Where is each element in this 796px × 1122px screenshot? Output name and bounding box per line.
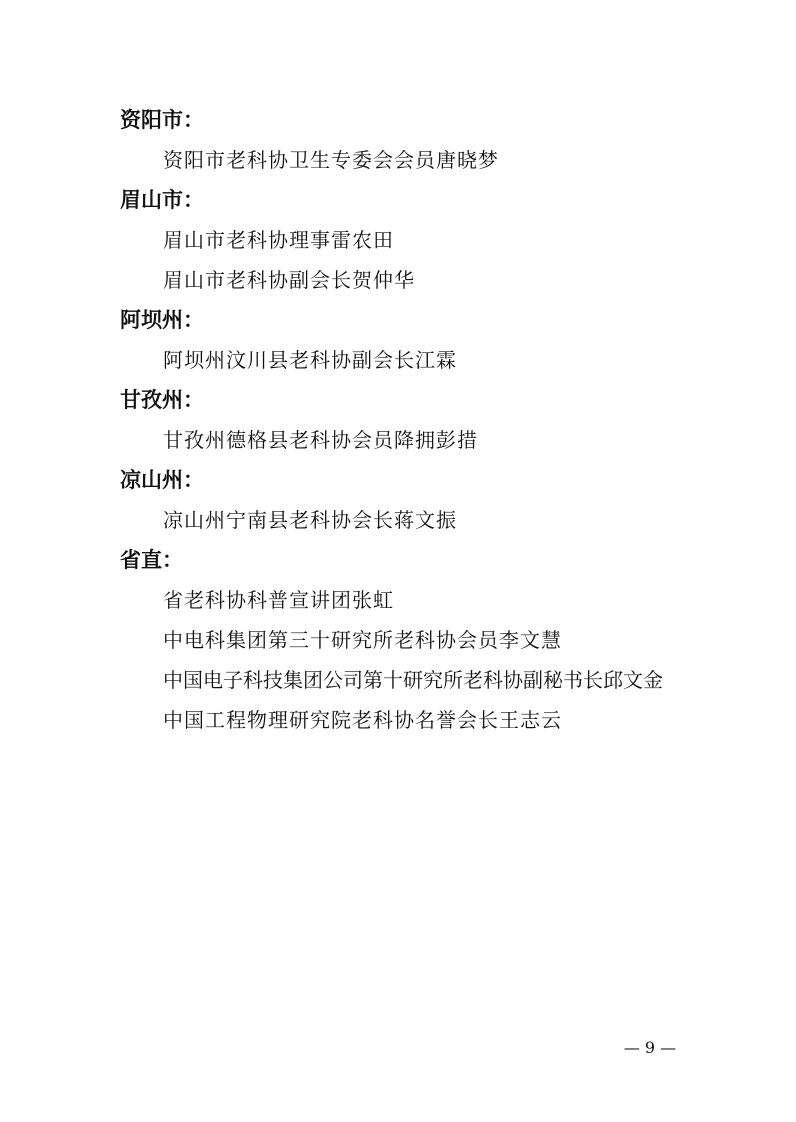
- section-title: 凉山州：: [120, 468, 204, 492]
- list-item: 中国工程物理研究院老科协名誉会长王志云: [163, 708, 562, 732]
- list-item: 阿坝州汶川县老科协副会长江霖: [163, 348, 457, 372]
- list-item: 凉山州宁南县老科协会长蒋文振: [163, 508, 457, 532]
- list-item: 中电科集团第三十研究所老科协会员李文慧: [163, 628, 562, 652]
- list-item: 中国电子科技集团公司第十研究所老科协副秘书长邱文金: [163, 668, 663, 692]
- section-title: 甘孜州：: [120, 388, 204, 412]
- section-ganzi: [120, 380, 720, 460]
- section-title: 省直：: [120, 548, 183, 572]
- list-item: 省老科协科普宣讲团张虹: [163, 588, 394, 612]
- list-item: 甘孜州德格县老科协会员降拥彭措: [163, 428, 478, 452]
- section-title: 阿坝州：: [120, 308, 204, 332]
- section-provincial: [120, 540, 720, 740]
- page-number: — 9 —: [623, 1038, 677, 1057]
- section-title: 资阳市：: [120, 108, 204, 132]
- section-liangshan: [120, 460, 720, 540]
- section-meishan: [120, 180, 720, 300]
- section-aba: [120, 300, 720, 380]
- document-content: [120, 100, 720, 740]
- list-item: 眉山市老科协理事雷农田: [163, 228, 394, 252]
- section-ziyang: [120, 100, 720, 180]
- section-title: 眉山市：: [120, 188, 204, 212]
- list-item: 资阳市老科协卫生专委会会员唐晓梦: [163, 148, 499, 172]
- list-item: 眉山市老科协副会长贺仲华: [163, 268, 415, 292]
